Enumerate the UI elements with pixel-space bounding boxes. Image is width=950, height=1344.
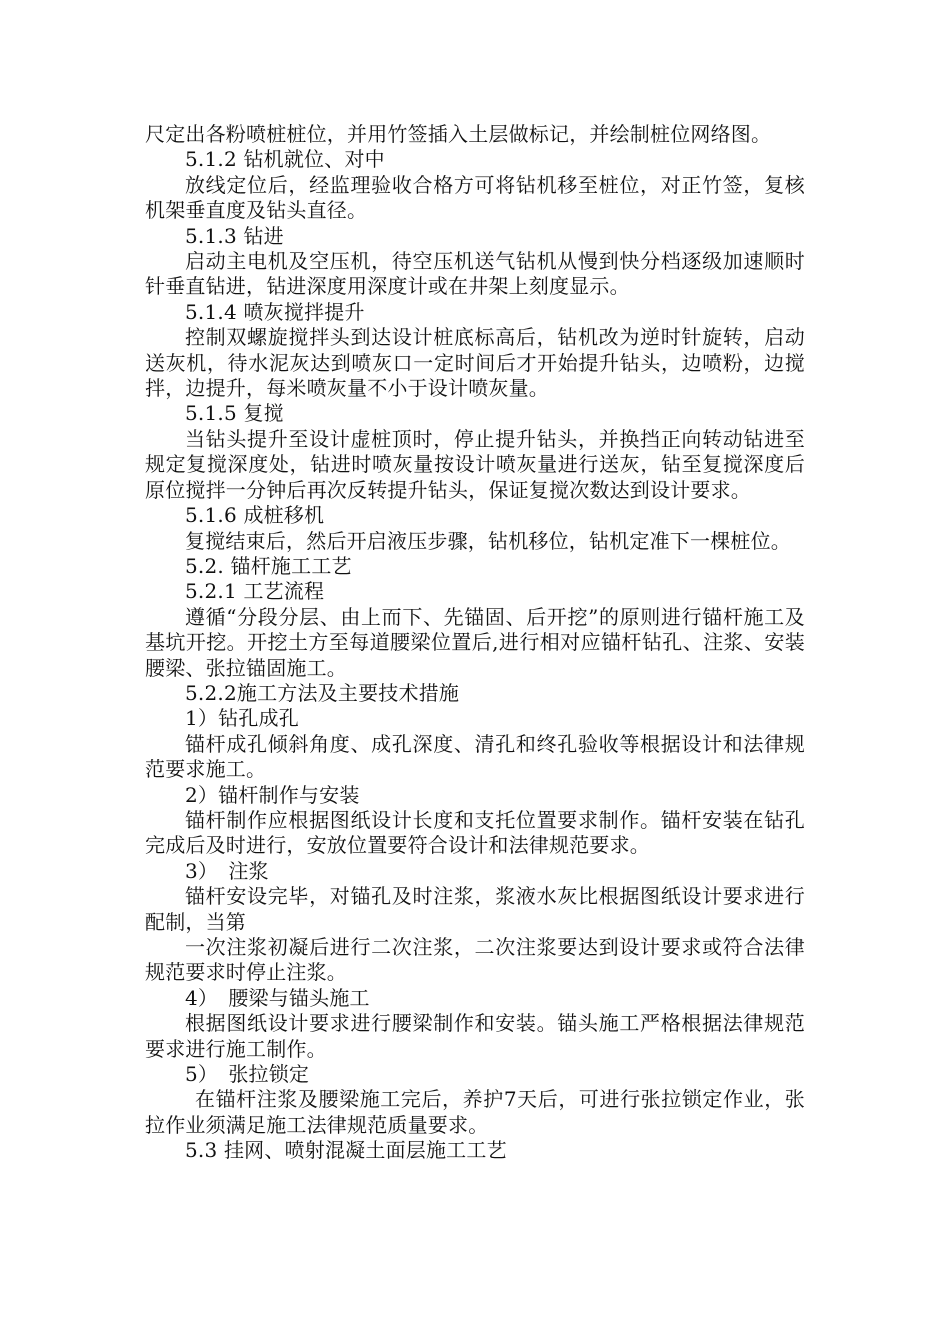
paragraph: 当钻头提升至设计虚桩顶时，停止提升钻头，并换挡正向转动钻进至规定复搅深度处，钻进时喷灰量按设计喷灰量进行送灰，钻至复搅深度后原位搅拌一分钟后再次反转提升钻头，保证复搅次数达到设计要求。 xyxy=(145,426,805,502)
section-heading: 5.2. 锚杆施工工艺 xyxy=(185,553,352,578)
paragraph: 控制双螺旋搅拌头到达设计桩底标高后，钻机改为逆时针旋转，启动送灰机，待水泥灰达到喷灰口一定时间后才开始提升钻头，边喷粉，边搅拌，边提升，每米喷灰量不小于设计喷灰量。 xyxy=(145,325,805,401)
list-heading: 3） 注浆 xyxy=(185,858,269,883)
section-heading: 5.2.1 工艺流程 xyxy=(185,579,325,604)
list-heading: 2）锚杆制作与安装 xyxy=(185,782,360,807)
list-heading: 1）钻孔成孔 xyxy=(185,706,299,731)
paragraph: 遵循“分段分层、由上而下、先锚固、后开挖”的原则进行锚杆施工及基坑开挖。开挖土方至每道腰梁位置后,进行相对应锚杆钻孔、注浆、安装腰梁、张拉锚固施工。 xyxy=(145,604,805,680)
paragraph: 复搅结束后，然后开启液压步骤，钻机移位，钻机定准下一棵桩位。 xyxy=(185,528,791,553)
paragraph: 锚杆安设完毕，对锚孔及时注浆，浆液水灰比根据图纸设计要求进行配制，当第 xyxy=(145,884,805,934)
section-heading: 5.1.3 钻进 xyxy=(185,223,284,248)
section-heading: 5.1.4 喷灰搅拌提升 xyxy=(185,299,365,324)
paragraph: 根据图纸设计要求进行腰梁制作和安装。锚头施工严格根据法律规范要求进行施工制作。 xyxy=(145,1011,805,1061)
section-heading: 5.1.5 复搅 xyxy=(185,401,284,426)
paragraph: 尺定出各粉喷桩桩位，并用竹签插入土层做标记，并绘制桩位网络图。 xyxy=(145,122,772,146)
section-heading: 5.3 挂网、喷射混凝土面层施工工艺 xyxy=(185,1138,507,1163)
section-heading: 5.1.2 钻机就位、对中 xyxy=(185,147,385,172)
paragraph: 锚杆成孔倾斜角度、成孔深度、清孔和终孔验收等根据设计和法律规范要求施工。 xyxy=(145,731,805,782)
section-heading: 5.2.2施工方法及主要技术措施 xyxy=(185,680,460,705)
list-heading: 4） 腰梁与锚头施工 xyxy=(185,985,370,1010)
paragraph: 锚杆制作应根据图纸设计长度和支托位置要求制作。锚杆安装在钻孔完成后及时进行，安放位置要符合设计和法律规范要求。 xyxy=(145,807,805,858)
document-body xyxy=(145,122,805,1164)
paragraph: 放线定位后，经监理验收合格方可将钻机移至桩位，对正竹签，复核机架垂直度及钻头直径。 xyxy=(145,172,805,223)
list-heading: 5） 张拉锁定 xyxy=(185,1062,310,1087)
paragraph: 在锚杆注浆及腰梁施工完后，养护7天后，可进行张拉锁定作业，张拉作业须满足施工法律规范质量要求。 xyxy=(145,1087,805,1137)
paragraph: 启动主电机及空压机，待空压机送气钻机从慢到快分档逐级加速顺时针垂直钻进，钻进深度用深度计或在井架上刻度显示。 xyxy=(145,249,805,299)
paragraph: 一次注浆初凝后进行二次注浆，二次注浆要达到设计要求或符合法律规范要求时停止注浆。 xyxy=(145,935,805,985)
section-heading: 5.1.6 成桩移机 xyxy=(185,503,325,528)
